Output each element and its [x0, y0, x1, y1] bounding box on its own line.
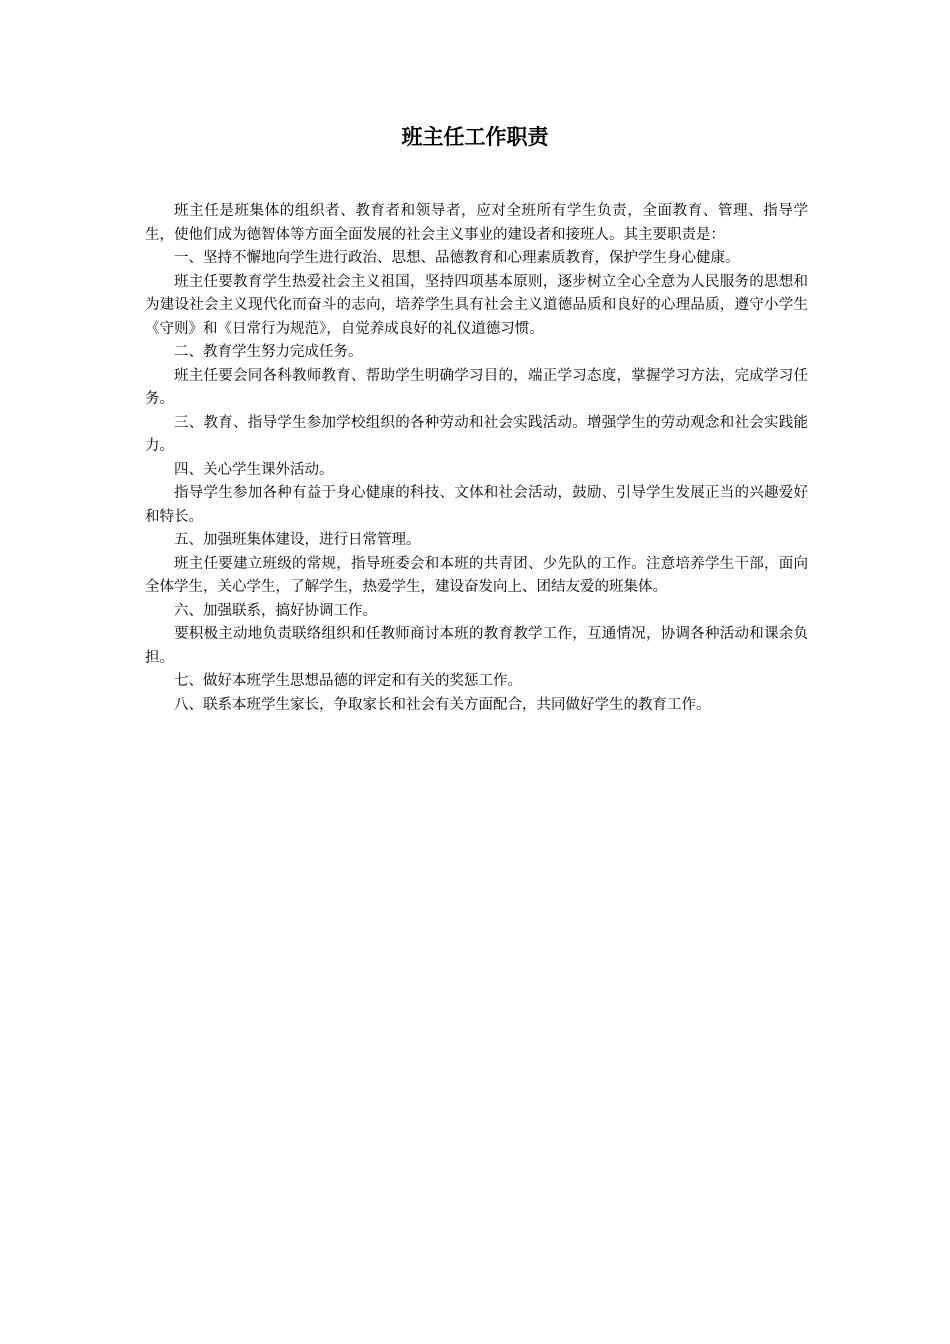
- paragraph-item-4-heading: 四、关心学生课外活动。: [174, 461, 334, 478]
- paragraph-item-6-heading: 六、加强联系，搞好协调工作。: [174, 602, 377, 619]
- paragraph-item-8-heading: 八、联系本班学生家长，争取家长和社会有关方面配合，共同做好学生的教育工作。: [174, 696, 711, 713]
- paragraph-item-2-heading: 二、教育学生努力完成任务。: [174, 344, 363, 360]
- paragraph-item-6-detail: 要积极主动地负责联络组织和任教师商讨本班的教育教学工作，互通情况，协调各种活动和课余负担。: [145, 626, 808, 666]
- paragraph-intro: 班主任是班集体的组织者、教育者和领导者，应对全班所有学生负责，全面教育、管理、指导学生，使他们成为德智体等方面全面发展的社会主义事业的建设者和接班人。其主要职责是：: [145, 203, 808, 243]
- paragraph-item-1-detail: 班主任要教育学生热爱社会主义祖国，坚持四项基本原则，逐步树立全心全意为人民服务的思想和为建设社会主义现代化而奋斗的志向，培养学生具有社会主义道德品质和良好的心理品质，遵守小学生《守则》和《日常行为规范》，自觉养成良好的礼仪道德习惯。: [145, 273, 808, 337]
- paragraph-item-2-detail: 班主任要会同各科教师教育、帮助学生明确学习目的，端正学习态度，掌握学习方法，完成学习任务。: [145, 367, 808, 407]
- document-body: [145, 200, 808, 717]
- paragraph-item-4-detail: 指导学生参加各种有益于身心健康的科技、文体和社会活动，鼓励、引导学生发展正当的兴趣爱好和特长。: [145, 485, 808, 525]
- paragraph-item-5-detail: 班主任要建立班级的常规，指导班委会和本班的共青团、少先队的工作。注意培养学生干部，面向全体学生，关心学生，了解学生，热爱学生，建设奋发向上、团结友爱的班集体。: [145, 555, 808, 595]
- paragraph-item-1-heading: 一、坚持不懈地向学生进行政治、思想、品德教育和心理素质教育，保护学生身心健康。: [174, 250, 740, 266]
- paragraph-item-7-heading: 七、做好本班学生思想品德的评定和有关的奖惩工作。: [174, 673, 522, 689]
- paragraph-item-3-heading: 三、教育、指导学生参加学校组织的各种劳动和社会实践活动。增强学生的劳动观念和社会实践能力。: [145, 414, 808, 454]
- document-title: 班主任工作职责: [401, 125, 549, 149]
- paragraph-item-5-heading: 五、加强班集体建设，进行日常管理。: [174, 532, 421, 548]
